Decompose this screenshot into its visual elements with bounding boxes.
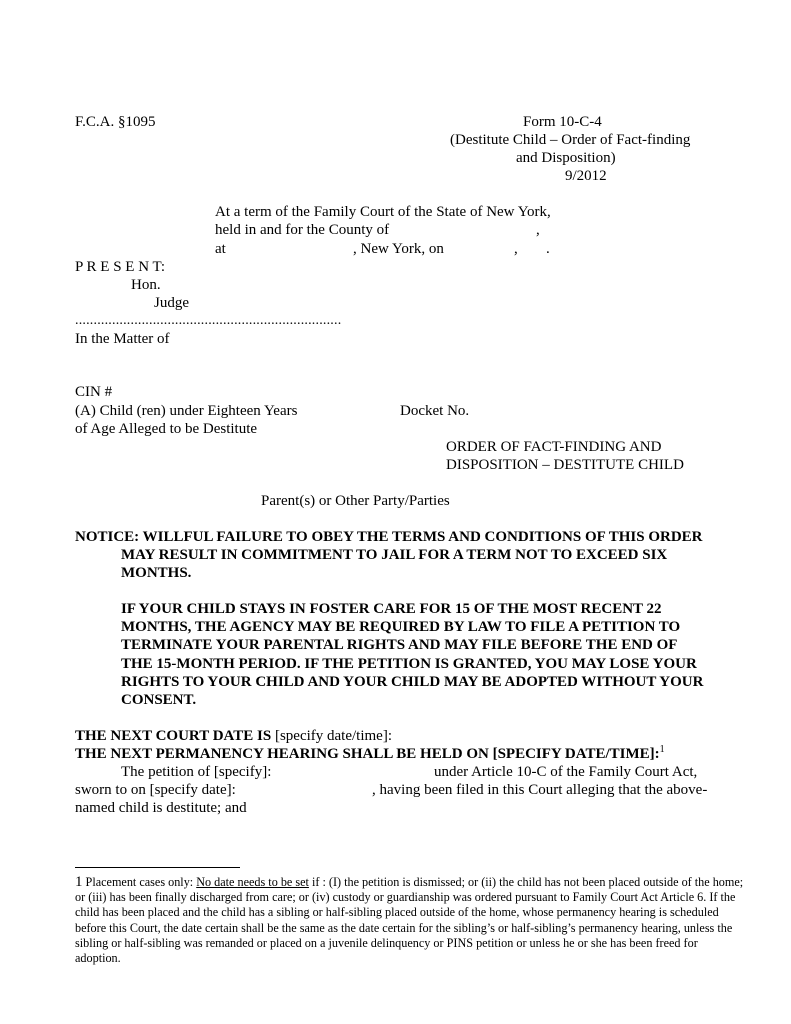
next-court-date-heading: THE NEXT COURT DATE IS bbox=[75, 728, 272, 744]
caption-dotted-line: ........................................................................ bbox=[75, 313, 342, 328]
petition-destitute-text: named child is destitute; and bbox=[75, 800, 247, 816]
child-description-line1: (A) Child (ren) under Eighteen Years bbox=[75, 403, 298, 419]
docket-label: Docket No. bbox=[400, 403, 470, 419]
cin-label: CIN # bbox=[75, 384, 113, 400]
notice-line3: MONTHS. bbox=[121, 565, 192, 581]
next-court-date-instruction: [specify date/time]: bbox=[271, 728, 392, 744]
term-date-comma: , bbox=[514, 241, 518, 257]
foster-warning-line5: RIGHTS TO YOUR CHILD AND YOUR CHILD MAY BE ADOPTED WITHOUT YOUR bbox=[121, 674, 704, 690]
term-new-york-on: , New York, on bbox=[353, 241, 444, 257]
order-title-line1: ORDER OF FACT-FINDING AND bbox=[446, 439, 662, 455]
permanency-hearing-heading: THE NEXT PERMANENCY HEARING SHALL BE HELD ON [SPECIFY DATE/TIME]: bbox=[75, 746, 660, 762]
next-court-date-line bbox=[75, 727, 392, 745]
form-title-line2: and Disposition) bbox=[516, 150, 616, 166]
footnote-text: if : (I) the petition is dismissed; or (ii) the child has not been placed outside of the home; or (iii) has been finally discharged from care; or (iv) custody or guardianship was ordered pursuant to Family Court Act Article 6. If the child has been placed and the child has a sibling or half-sibling placed outside of the home, whose permanency hearing is scheduled before this Court, the date certain shall be the same as the date certain for the sibling’s or half-sibling’s permanency hearing, unless the sibling or half-sibling was remanded or placed on a juvenile delinquency or PINS petition or unless he or she has been freed for adoption. bbox=[75, 875, 744, 966]
footnote-1 bbox=[75, 875, 745, 966]
petition-filed-text: , having been filed in this Court alleging that the above- bbox=[372, 782, 708, 798]
term-county-comma: , bbox=[536, 222, 540, 238]
order-title-line2: DISPOSITION – DESTITUTE CHILD bbox=[446, 457, 684, 473]
parents-label: Parent(s) or Other Party/Parties bbox=[261, 493, 450, 509]
petition-of-label: The petition of [specify]: bbox=[121, 764, 272, 780]
foster-warning-line2: MONTHS, THE AGENCY MAY BE REQUIRED BY LAW TO FILE A PETITION TO bbox=[121, 619, 681, 635]
term-period: . bbox=[546, 241, 550, 257]
term-at-label: at bbox=[215, 241, 226, 257]
footnote-underlined: No date needs to be set bbox=[196, 875, 309, 889]
in-the-matter-of: In the Matter of bbox=[75, 331, 170, 347]
permanency-hearing-line bbox=[75, 745, 665, 763]
notice-line2: MAY RESULT IN COMMITMENT TO JAIL FOR A TERM NOT TO EXCEED SIX bbox=[121, 547, 668, 563]
judge-label: Judge bbox=[154, 295, 189, 311]
sworn-to-label: sworn to on [specify date]: bbox=[75, 782, 236, 798]
foster-warning-line1: IF YOUR CHILD STAYS IN FOSTER CARE FOR 15 OF THE MOST RECENT 22 bbox=[121, 601, 662, 617]
form-number: Form 10-C-4 bbox=[523, 114, 602, 130]
form-date: 9/2012 bbox=[565, 168, 607, 184]
petition-article-text: under Article 10-C of the Family Court Act, bbox=[434, 764, 698, 780]
foster-warning-line6: CONSENT. bbox=[121, 692, 197, 708]
foster-warning-line3: TERMINATE YOUR PARENTAL RIGHTS AND MAY FILE BEFORE THE END OF bbox=[121, 637, 678, 653]
child-description-line2: of Age Alleged to be Destitute bbox=[75, 421, 258, 437]
foster-warning-line4: THE 15-MONTH PERIOD. IF THE PETITION IS GRANTED, YOU MAY LOSE YOUR bbox=[121, 656, 697, 672]
footnote-intro: Placement cases only: bbox=[82, 875, 197, 889]
footnote-reference: 1 bbox=[659, 744, 665, 755]
term-county-label: held in and for the County of bbox=[215, 222, 390, 238]
footnote-separator bbox=[75, 867, 240, 868]
hon-label: Hon. bbox=[131, 277, 161, 293]
form-title-line1: (Destitute Child – Order of Fact-finding bbox=[450, 132, 691, 148]
statute-reference: F.C.A. §1095 bbox=[75, 114, 156, 130]
footnote-number: 1 bbox=[75, 874, 83, 890]
notice-line1: NOTICE: WILLFUL FAILURE TO OBEY THE TERMS AND CONDITIONS OF THIS ORDER bbox=[75, 529, 703, 545]
present-label: P R E S E N T: bbox=[75, 259, 166, 275]
term-line1: At a term of the Family Court of the State of New York, bbox=[215, 204, 551, 220]
